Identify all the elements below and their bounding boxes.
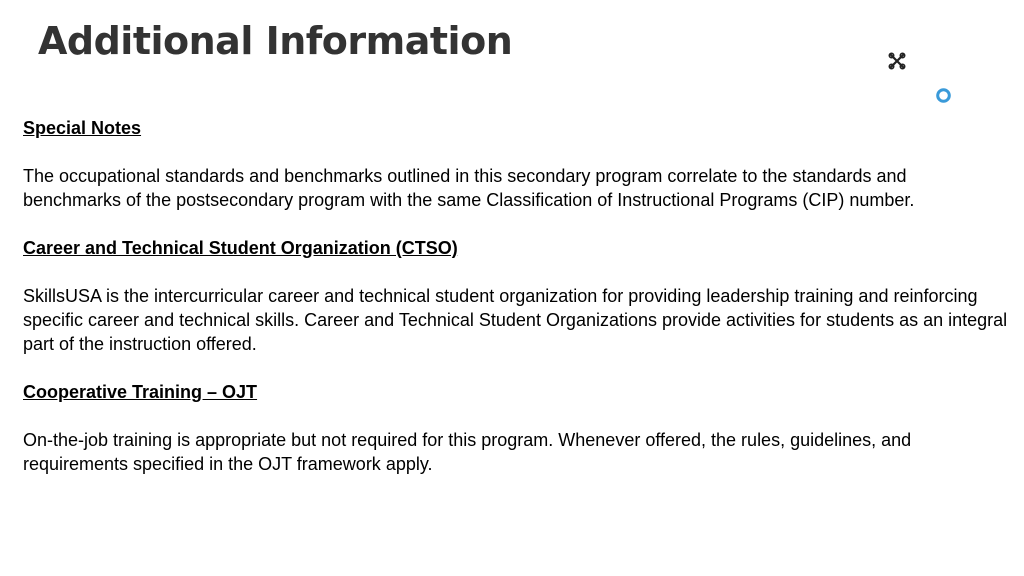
section-body-ojt: On-the-job training is appropriate but not required for this program. Whenever offered, the rules, guidelines, and requirements specified in the OJT framework apply. [23,430,912,474]
section-body-ctso: SkillsUSA is the intercurricular career and technical student organization for providing leadership training and reinforcing specific career and technical skills. Career and Technical Student Organizations provide activities for students as an integral part of the instruction offered. [23,286,1008,354]
spacer [23,356,1008,380]
section-heading-special-notes: Special Notes [23,118,142,138]
ring-icon [935,87,952,104]
spacer [23,260,1008,284]
section-body-special-notes: The occupational standards and benchmarks outlined in this secondary program correlate to the standards and benchmarks of the postsecondary program with the same Classification of Instructional Programs (CIP) number. [23,166,915,210]
spacer [23,212,1008,236]
cross-icon [887,51,907,71]
spacer [23,140,1008,164]
page-title: Additional Information [38,19,513,63]
section-heading-ctso: Career and Technical Student Organization (CTSO) [23,238,458,258]
spacer [23,404,1008,428]
section-heading-ojt: Cooperative Training – OJT [23,382,258,402]
content-body [23,116,1008,476]
